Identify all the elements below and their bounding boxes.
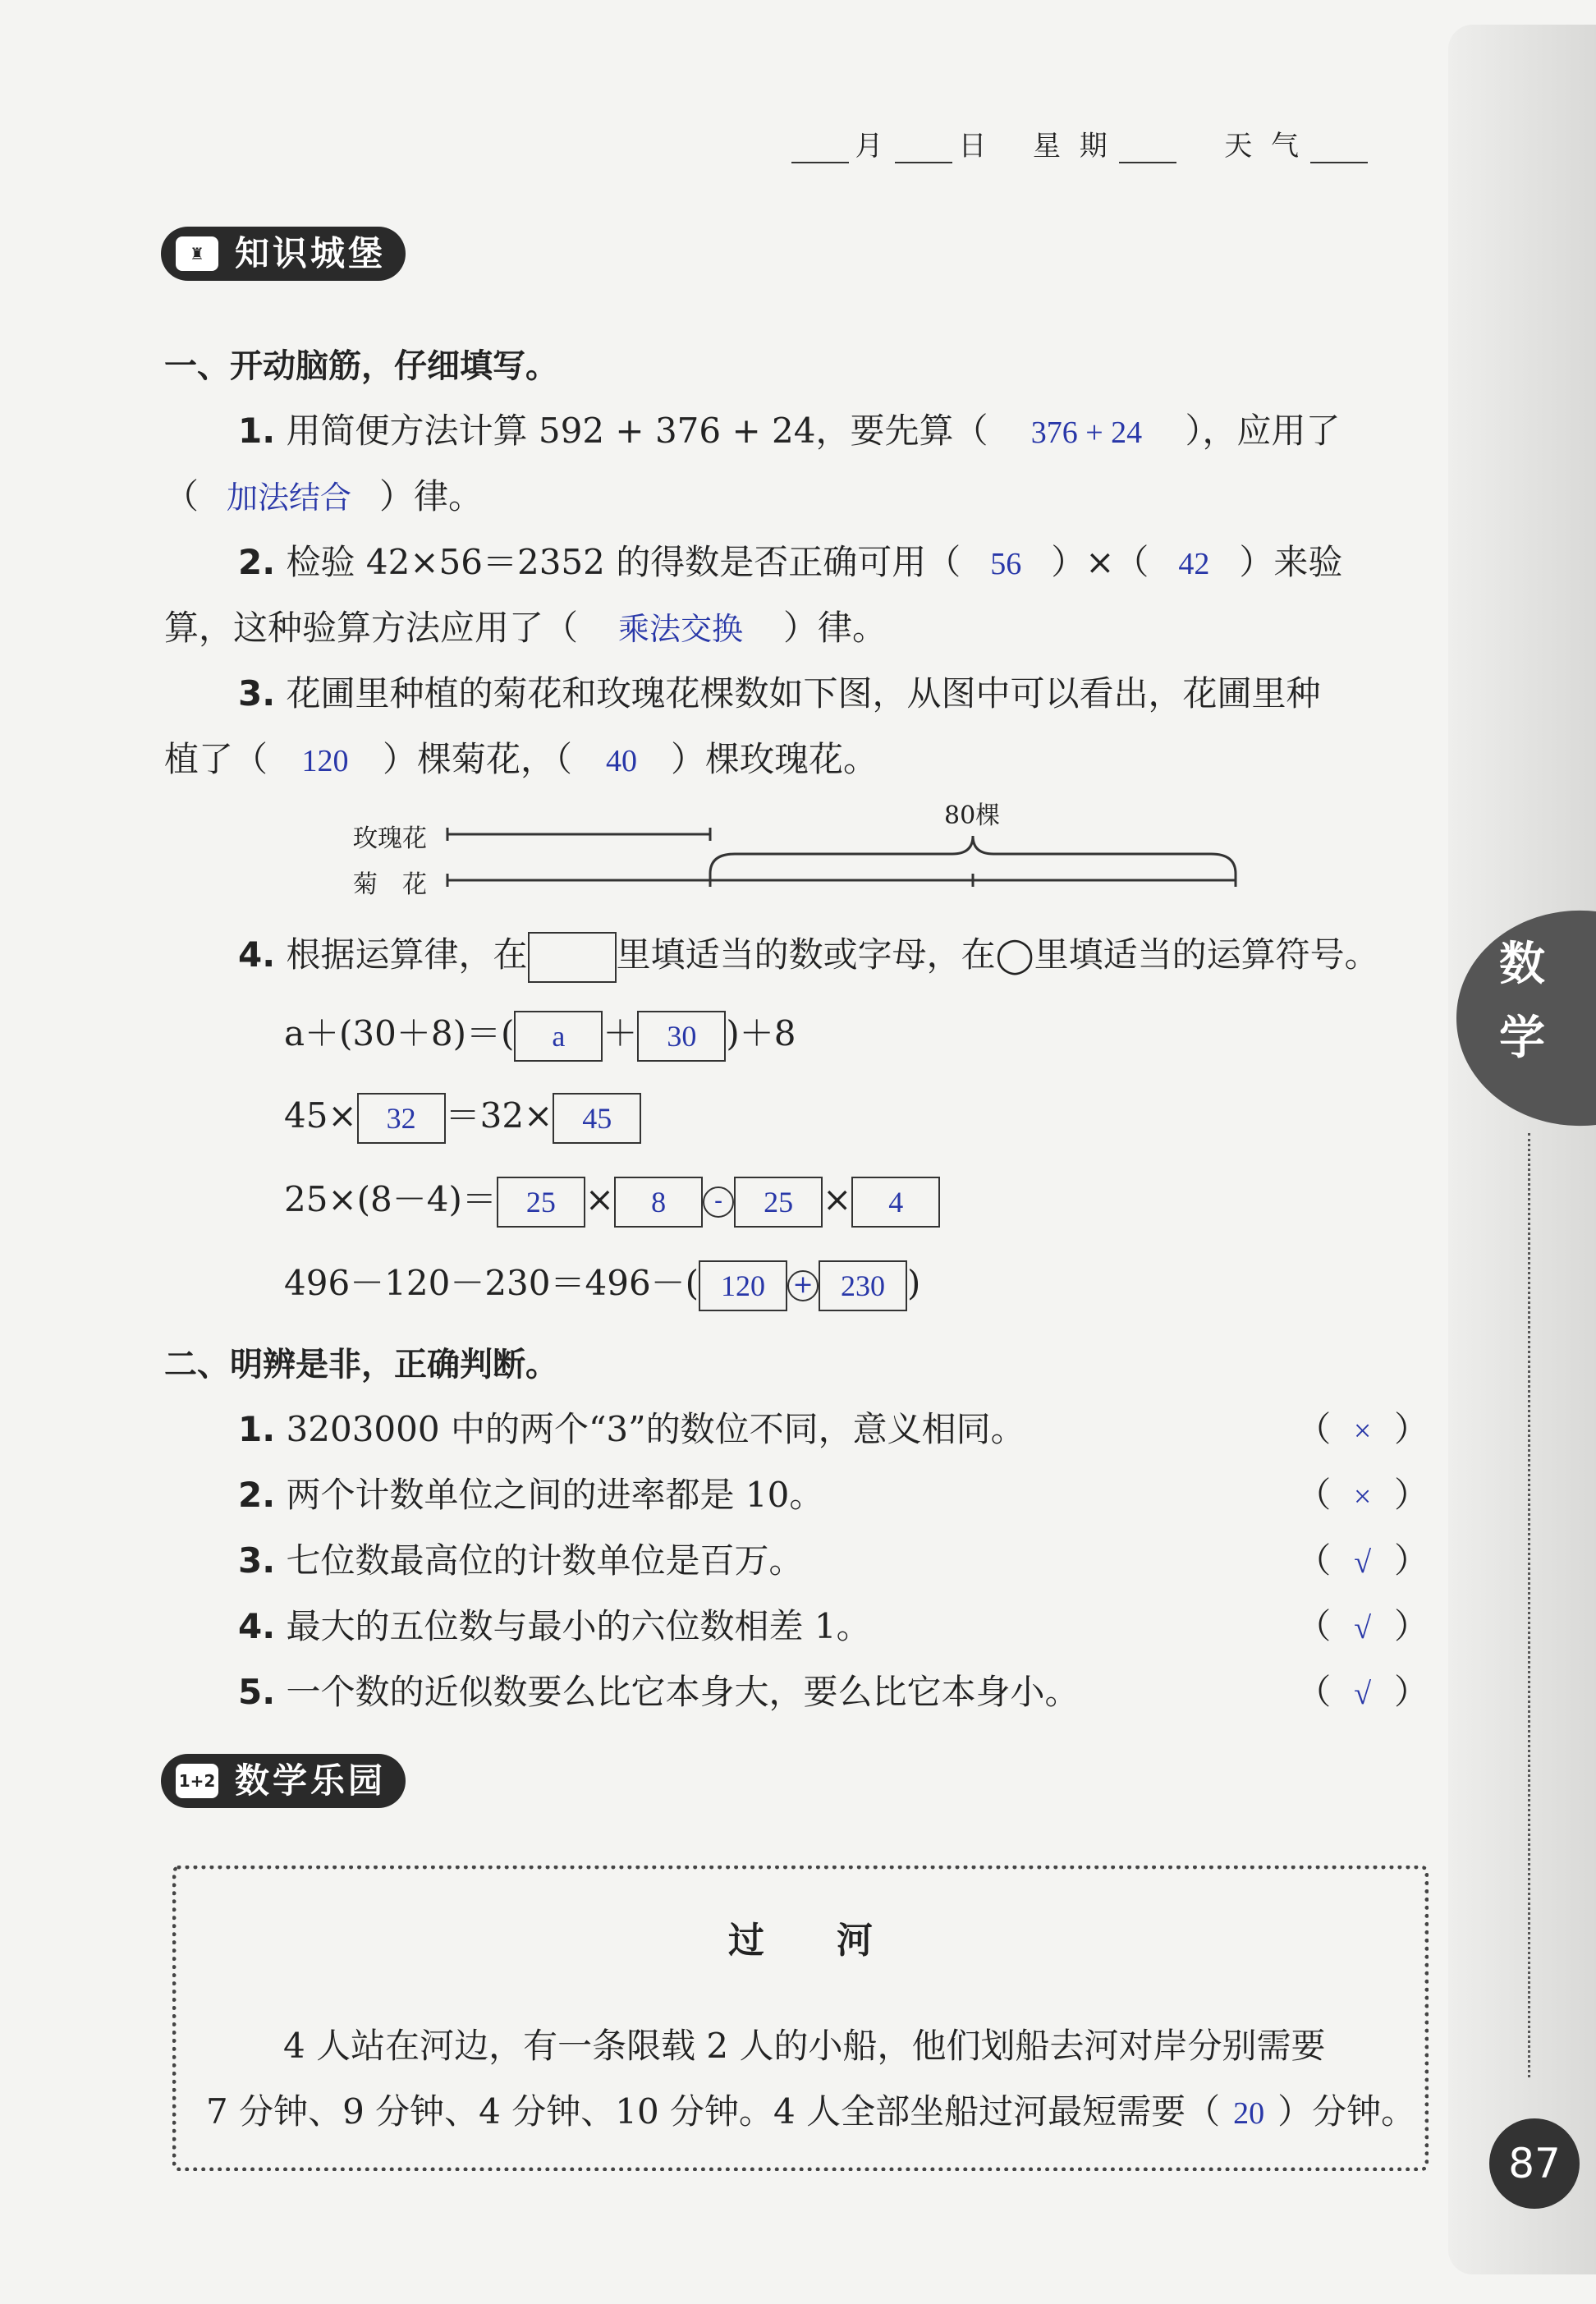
question-text: ）棵菊花，（ — [383, 739, 573, 779]
question-text: 算，这种验算方法应用了（ — [164, 608, 579, 648]
answer-box[interactable]: 25 — [734, 1177, 823, 1228]
story-text: ）分钟。 — [1277, 2091, 1416, 2132]
question-text: ），应用了 — [1185, 411, 1341, 451]
question-text: 用简便方法计算 592 + 376 + 24，要先算（ — [286, 411, 988, 451]
question-text: （ — [164, 476, 200, 516]
story-line-2 — [206, 2085, 1415, 2134]
answer-box[interactable]: a — [514, 1011, 603, 1062]
question-3-line-2 — [164, 732, 878, 782]
judge-item-5 — [238, 1665, 1429, 1714]
line-segment-diagram — [345, 796, 1248, 903]
answer: 加法结合 — [227, 481, 352, 516]
answer: 40 — [606, 744, 638, 778]
question-text: 里填适当的数或字母，在◯里填适当的运算符号。 — [616, 934, 1379, 975]
judge-text: 最大的五位数与最小的六位数相差 1。 — [286, 1606, 871, 1646]
month-label: 月 — [855, 130, 888, 163]
question-text: 根据运算律，在 — [286, 934, 528, 975]
equation-row-1 — [284, 1007, 796, 1062]
story-title: 过 河 — [728, 1920, 873, 1962]
section-title-1: 一、开动脑筋，仔细填写。 — [164, 347, 558, 385]
question-text: ）律。 — [783, 608, 887, 648]
answer: × — [1353, 1414, 1372, 1448]
answer: × — [1353, 1480, 1372, 1514]
blackboard-icon: 1+2 — [176, 1764, 218, 1798]
judge-number: 2. — [238, 1475, 276, 1515]
answer: 120 — [301, 744, 349, 778]
judge-number: 5. — [238, 1672, 276, 1712]
equation-row-3 — [284, 1173, 940, 1228]
subject-tab — [1424, 903, 1596, 1133]
answer: 42 — [1178, 547, 1210, 581]
segment-lines — [345, 796, 1248, 903]
equation-row-2 — [284, 1089, 641, 1144]
judge-number: 1. — [238, 1409, 276, 1449]
rose-label: 玫瑰花 — [353, 824, 427, 853]
date-header — [785, 123, 1375, 163]
question-2-line-1 — [238, 535, 1342, 585]
question-text: ）来验 — [1239, 542, 1343, 582]
answer-box[interactable]: 230 — [819, 1260, 907, 1311]
side-decoration — [1448, 25, 1596, 2274]
answer: 376 + 24 — [1030, 415, 1143, 450]
banner-math-garden — [161, 1754, 406, 1808]
question-text: ）律。 — [379, 476, 484, 516]
eq-text: 496－120－230＝496－( — [284, 1263, 699, 1303]
eq-text: )＋8 — [726, 1013, 796, 1053]
story-line-1: 4 人站在河边，有一条限载 2 人的小船，他们划船去河对岸分别需要 — [283, 2026, 1326, 2066]
section-title-2: 二、明辨是非，正确判断。 — [164, 1346, 558, 1384]
question-number: 4. — [238, 934, 276, 975]
question-2-line-2 — [164, 601, 887, 650]
question-1-line-1 — [238, 404, 1340, 453]
question-1-line-2 — [164, 470, 483, 519]
answer: √ — [1354, 1545, 1372, 1580]
week-label: 星 期 — [1032, 130, 1112, 163]
question-text: 花圃里种植的菊花和玫瑰花棵数如下图，从图中可以看出，花圃里种 — [286, 673, 1321, 714]
subject-label: 数学 — [1499, 938, 1545, 1065]
question-text: 植了（ — [164, 739, 268, 779]
question-text: ）棵玫瑰花。 — [671, 739, 878, 779]
question-4-line-1 — [238, 928, 1379, 983]
judge-number: 3. — [238, 1540, 276, 1581]
judge-text: 一个数的近似数要么比它本身大，要么比它本身小。 — [286, 1672, 1080, 1712]
answer-box[interactable]: 32 — [357, 1093, 446, 1144]
eq-text: 45× — [284, 1095, 357, 1136]
answer-box[interactable]: 45 — [553, 1093, 641, 1144]
page-number: 87 — [1489, 2118, 1580, 2209]
castle-icon: ♜ — [176, 236, 218, 271]
judge-text: 七位数最高位的计数单位是百万。 — [286, 1540, 804, 1581]
answer: 乘法交换 — [618, 613, 744, 647]
judge-answer: （ √ ） — [1296, 1672, 1429, 1712]
eq-text: ) — [907, 1263, 921, 1303]
operator-circle[interactable]: + — [787, 1270, 819, 1301]
eq-text: 25×(8－4)＝ — [284, 1179, 497, 1219]
question-number: 3. — [238, 673, 276, 714]
judge-item-4 — [238, 1599, 1429, 1649]
answer: √ — [1354, 1611, 1372, 1645]
answer-box[interactable]: 30 — [637, 1011, 726, 1062]
answer-box[interactable]: 25 — [497, 1177, 585, 1228]
story-box — [172, 1866, 1429, 2171]
judge-text: 3203000 中的两个“3”的数位不同，意义相同。 — [286, 1409, 1025, 1449]
judge-answer: （ × ） — [1296, 1475, 1429, 1515]
judge-item-3 — [238, 1534, 1429, 1583]
answer-box[interactable]: 120 — [699, 1260, 787, 1311]
answer-box[interactable]: 4 — [851, 1177, 940, 1228]
eq-text: ＝32× — [445, 1095, 553, 1136]
eq-text: × — [585, 1179, 615, 1219]
weather-label: 天 气 — [1224, 130, 1304, 163]
day-label: 日 — [958, 130, 992, 163]
question-text: 检验 42×56＝2352 的得数是否正确可用（ — [286, 542, 961, 582]
eq-text: ＋ — [603, 1013, 638, 1053]
brace-label: 80棵 — [944, 801, 1001, 830]
equation-row-4 — [284, 1256, 920, 1311]
chrysanthemum-label: 菊 花 — [353, 870, 427, 899]
answer: 56 — [990, 547, 1022, 581]
judge-item-1 — [238, 1402, 1429, 1452]
banner-title: 数学乐园 — [235, 1760, 387, 1801]
question-text: ）×（ — [1051, 542, 1149, 582]
judge-number: 4. — [238, 1606, 276, 1646]
banner-knowledge-castle — [161, 227, 406, 281]
judge-answer: （ × ） — [1296, 1409, 1429, 1449]
eq-text: × — [823, 1179, 852, 1219]
eq-text: a＋(30＋8)＝( — [284, 1013, 515, 1053]
question-number: 1. — [238, 411, 276, 451]
answer: 20 — [1233, 2096, 1265, 2131]
question-3-line-1 — [238, 667, 1321, 716]
empty-box-sample — [528, 932, 617, 983]
judge-item-2 — [238, 1468, 1429, 1517]
judge-answer: （ √ ） — [1296, 1540, 1429, 1581]
question-number: 2. — [238, 542, 276, 582]
operator-circle[interactable]: - — [703, 1186, 734, 1218]
judge-answer: （ √ ） — [1296, 1606, 1429, 1646]
answer: √ — [1354, 1677, 1372, 1711]
answer-box[interactable]: 8 — [614, 1177, 703, 1228]
banner-title: 知识城堡 — [235, 233, 387, 273]
judge-text: 两个计数单位之间的进率都是 10。 — [286, 1475, 824, 1515]
story-text: 7 分钟、9 分钟、4 分钟、10 分钟。4 人全部坐船过河最短需要（ — [206, 2091, 1221, 2132]
dotted-divider — [1528, 1133, 1530, 2077]
